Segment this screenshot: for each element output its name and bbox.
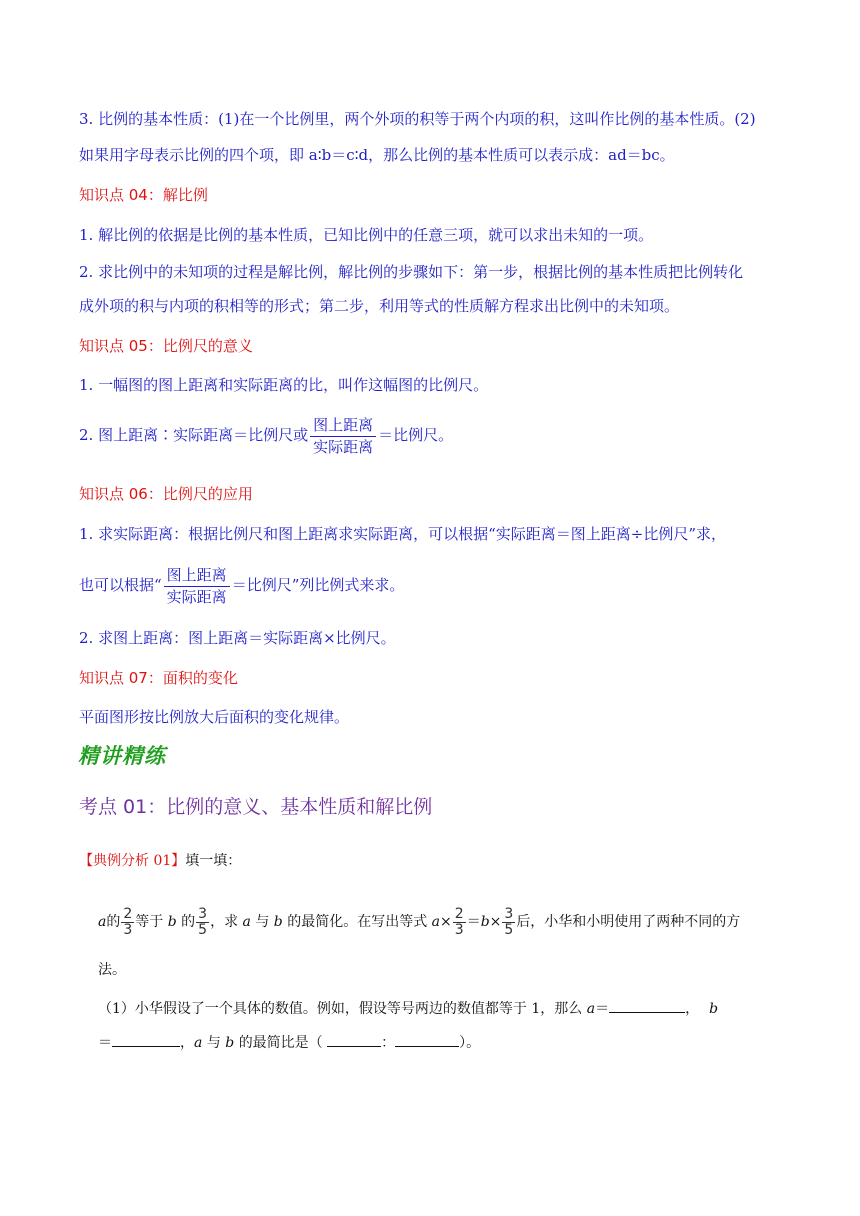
equals-sign: ＝ [466, 914, 481, 930]
text-dengyu: 等于 [135, 914, 164, 930]
property-line-1: 3. 比例的基本性质：(1)在一个比例里，两个外项的积等于两个内项的积，这叫作比例的基本性质。(2) [79, 110, 756, 128]
exam-point-title: 考点 01：比例的意义、基本性质和解比例 [79, 796, 433, 818]
equals-sign: ＝ [98, 1035, 112, 1051]
var-a: a [586, 1001, 596, 1017]
k07-item-1: 平面图形按比例放大后面积的变化规律。 [79, 708, 350, 726]
var-b: b [480, 914, 490, 930]
numerator: 2 [454, 905, 464, 922]
answer-blank-ratio-left[interactable] [327, 1030, 381, 1047]
scale-fraction-2 [164, 566, 230, 607]
denominator: 5 [198, 921, 208, 938]
k04-item-2a: 2. 求比例中的未知项的过程是解比例，解比例的步骤如下：第一步，根据比例的基本性质把比例转化 [79, 263, 744, 281]
times-sign: × [489, 914, 502, 930]
example-line-1 [98, 904, 740, 940]
fraction-three-fifths [196, 907, 209, 938]
k04-item-1: 1. 解比例的依据是比例的基本性质，已知比例中的任意三项，就可以求出未知的一项。 [79, 226, 654, 244]
text-zuijian: 的最简化。在写出等式 [287, 914, 428, 930]
text-yu: 与 [206, 1035, 221, 1051]
property-line-2: 如果用字母表示比例的四个项，即 a∶b＝c∶d，那么比例的基本性质可以表示成：ad＝bc。 [79, 146, 675, 164]
var-a: a [431, 914, 441, 930]
numerator: 3 [504, 905, 514, 922]
var-b: b [225, 1035, 235, 1051]
var-b: b [167, 914, 177, 930]
example-header [79, 851, 241, 871]
scale-fraction [310, 416, 376, 457]
k05-item-1: 1. 一幅图的图上距离和实际距离的比，叫作这幅图的比例尺。 [79, 376, 489, 394]
k04-item-2b: 成外项的积与内项的积相等的形式；第二步，利用等式的性质解方程求出比例中的未知项。 [79, 297, 680, 315]
equals-sign: ＝ [595, 1001, 610, 1017]
k06-item-2: 2. 求图上距离：图上距离＝实际距离×比例尺。 [79, 629, 396, 647]
k06-item-1b-suffix: ＝比例尺”列比例式来求。 [231, 576, 405, 594]
text-de: 的 [181, 914, 196, 930]
section-title: 精讲精练 [78, 744, 166, 768]
question-1-text: （1）小华假设了一个具体的数值。例如，假设等号两边的数值都等于 1，那么 [98, 1001, 583, 1017]
denominator: 3 [454, 921, 464, 938]
numerator: 3 [198, 905, 208, 922]
question-1-line-1 [98, 996, 718, 1019]
answer-blank-a[interactable] [609, 996, 685, 1013]
var-a: a [98, 914, 107, 930]
k06-item-1a: 1. 求实际距离：根据比例尺和图上距离求实际距离，可以根据“实际距离＝图上距离÷比例尺”求， [79, 525, 726, 543]
comma: ， [180, 1035, 194, 1051]
times-sign: × [440, 914, 452, 930]
denominator: 3 [123, 921, 133, 938]
fraction-numerator: 图上距离 [164, 566, 230, 587]
text-simplest-ratio: 的最简比是（ [238, 1035, 323, 1051]
fraction-numerator: 图上距离 [310, 416, 376, 437]
var-b: b [273, 914, 283, 930]
text-qiu: ，求 [210, 914, 239, 930]
text-hou: 后，小华和小明使用了两种不同的方 [516, 914, 741, 930]
text-end: ）。 [459, 1035, 481, 1051]
knowledge-point-04-title: 知识点 04：解比例 [79, 186, 208, 204]
example-line-2: 法。 [98, 962, 126, 978]
k05-item-2-suffix: ＝比例尺。 [378, 426, 454, 444]
answer-blank-ratio-right[interactable] [395, 1030, 459, 1047]
k06-item-1b [79, 564, 404, 607]
fraction-two-thirds [453, 907, 466, 938]
fraction-three-fifths [502, 907, 515, 938]
knowledge-point-07-title: 知识点 07：面积的变化 [79, 669, 238, 687]
answer-blank-b[interactable] [112, 1030, 180, 1047]
example-tag: 【典例分析 01】 [79, 853, 186, 869]
example-prompt: 填一填： [185, 853, 242, 869]
k05-item-2-prefix: 2. 图上距离∶实际距离＝比例尺或 [79, 426, 309, 444]
knowledge-point-05-title: 知识点 05：比例尺的意义 [79, 337, 253, 355]
k06-item-1b-prefix: 也可以根据“ [79, 576, 162, 594]
fraction-denominator: 实际距离 [166, 587, 227, 606]
knowledge-point-06-title: 知识点 06：比例尺的应用 [79, 485, 253, 503]
var-a: a [242, 914, 251, 930]
var-b: b [709, 1001, 719, 1017]
text-yu: 与 [255, 914, 270, 930]
fraction-denominator: 实际距离 [313, 437, 374, 456]
fraction-two-thirds [121, 907, 134, 938]
question-1-line-2 [98, 1030, 480, 1053]
colon: ： [381, 1035, 396, 1051]
denominator: 5 [504, 921, 514, 938]
var-a: a [194, 1035, 203, 1051]
numerator: 2 [123, 905, 133, 922]
text-de: 的 [106, 914, 121, 930]
comma: ， [685, 1001, 700, 1017]
k05-item-2 [79, 414, 453, 457]
